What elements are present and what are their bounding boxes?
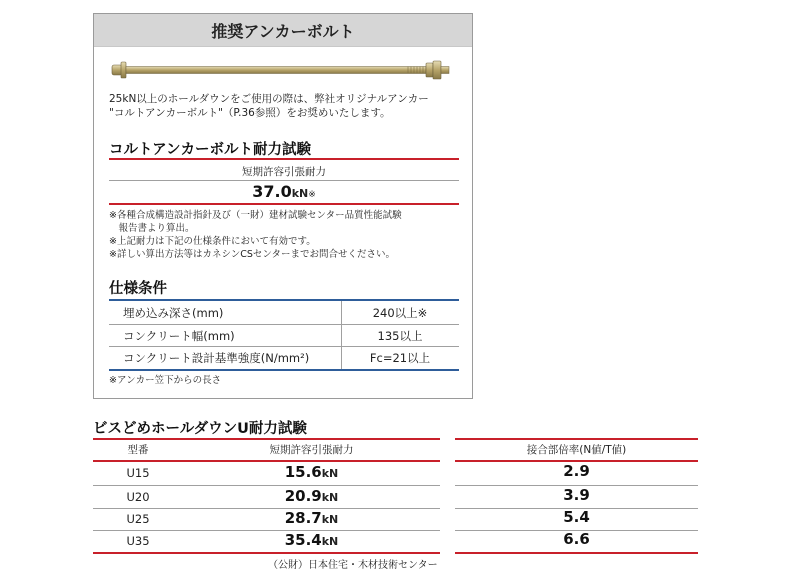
note-line: ※詳しい算出方法等はカネシンCSセンターまでお問合せください。	[109, 249, 396, 260]
spec-label: コンクリート設計基準強度(N/mm²)	[123, 350, 310, 365]
red-divider	[455, 438, 698, 440]
strength-cell	[183, 462, 440, 481]
strength-unit: kN	[321, 535, 339, 548]
intro-line: 25kN以上のホールダウンをご使用の際は、弊社オリジナルアンカー	[109, 93, 429, 105]
ratio-cell: 6.6	[563, 530, 590, 548]
strength-header: 短期許容引張耐力	[269, 444, 354, 456]
note-line: ※各種合成構造設計指針及び（一財）建材試験センター品質性能試験	[109, 210, 402, 221]
model-cell: U25	[126, 512, 150, 526]
ratio-cell: 5.4	[563, 508, 590, 526]
red-divider	[109, 203, 459, 205]
red-divider	[455, 552, 698, 554]
note-line: ※上記耐力は下記の仕様条件において有効です。	[109, 236, 316, 247]
model-header: 型番	[127, 444, 149, 456]
strength-unit: kN	[321, 513, 339, 526]
strength-cell	[183, 530, 440, 549]
anchor-bolt-box	[93, 13, 473, 399]
spec-row	[109, 325, 459, 346]
strength-value: 35.4	[284, 531, 322, 549]
strength-column-label: 短期許容引張耐力	[242, 166, 326, 178]
anchor-box-title: 推奨アンカーボルト	[94, 14, 472, 47]
ratio-header: 接合部倍率(N値/T値)	[526, 444, 627, 456]
divider	[109, 180, 459, 181]
model-cell: U20	[126, 490, 150, 504]
blue-divider	[109, 369, 459, 371]
spec-label: 埋め込み深さ(mm)	[123, 305, 224, 320]
strength-section-title: コルトアンカーボルト耐力試験	[109, 142, 311, 158]
red-divider	[93, 438, 440, 440]
source-footer: （公財）日本住宅・木材技術センター	[268, 560, 438, 571]
anchor-bolt-image	[108, 58, 454, 80]
spec-value: 240以上※	[372, 305, 428, 320]
strength-unit: kN	[291, 187, 309, 200]
strength-unit: kN	[321, 467, 339, 480]
strength-value: 37.0	[252, 182, 292, 201]
column-divider	[341, 301, 342, 369]
spec-section-title: 仕様条件	[109, 281, 167, 297]
strength-cell	[183, 508, 440, 527]
holddown-section-title: ビスどめホールダウンU耐力試験	[93, 421, 307, 437]
red-divider	[109, 158, 459, 160]
spec-value: Fc=21以上	[369, 350, 431, 365]
spec-value: 135以上	[377, 328, 423, 343]
note-line: 報告書より算出。	[109, 223, 195, 234]
model-cell: U15	[126, 466, 150, 480]
notes	[109, 209, 465, 261]
ratio-cell: 3.9	[563, 486, 590, 504]
strength-cell	[183, 486, 440, 505]
strength-value-cell	[109, 182, 459, 201]
spec-row	[109, 347, 459, 368]
strength-mark: ※	[308, 190, 316, 200]
ratio-cell: 2.9	[563, 462, 590, 480]
spec-footnote: ※アンカー笠下からの長さ	[109, 375, 222, 386]
intro-line: "コルトアンカーボルト"（P.36参照）をお奨めいたします。	[109, 107, 391, 119]
strength-unit: kN	[321, 491, 339, 504]
spec-row	[109, 302, 459, 323]
strength-value: 15.6	[284, 463, 322, 481]
red-divider	[93, 552, 440, 554]
intro-text	[109, 92, 459, 120]
strength-value: 20.9	[284, 487, 322, 505]
strength-value: 28.7	[284, 509, 322, 527]
blue-divider	[109, 299, 459, 301]
spec-label: コンクリート幅(mm)	[123, 328, 235, 343]
model-cell: U35	[126, 534, 150, 548]
